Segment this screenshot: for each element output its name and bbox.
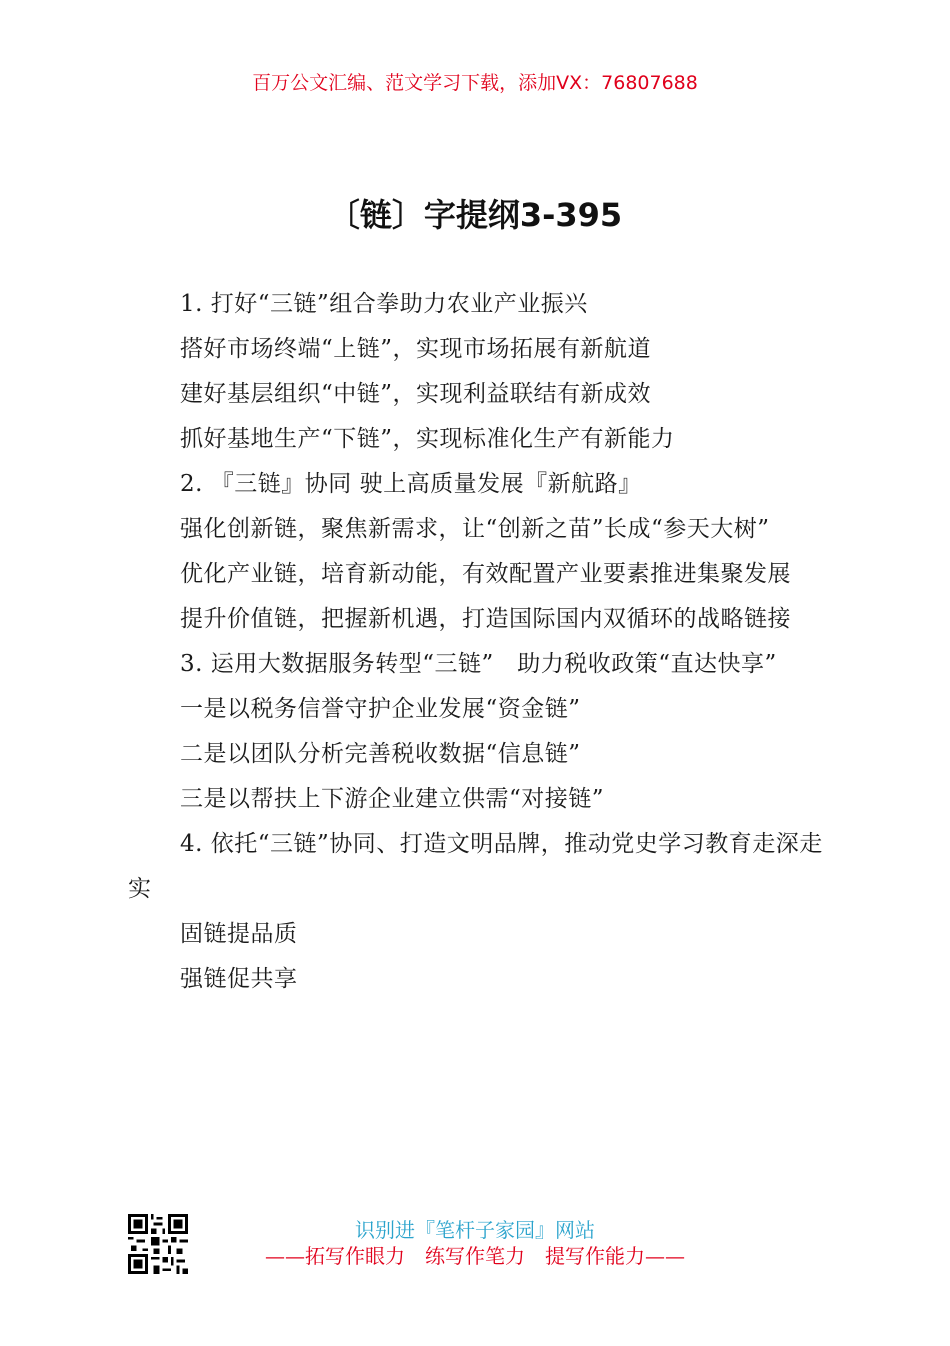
- header-banner: 百万公文汇编、范文学习下载，添加VX：76807688: [252, 72, 698, 94]
- footer-site-text: 识别进『笔杆子家园』网站: [355, 1218, 595, 1242]
- paragraph: 优化产业链，培育新动能，有效配置产业要素推进集聚发展: [180, 561, 791, 587]
- paragraph: 强链促共享: [180, 966, 298, 992]
- paragraph: 1. 打好“三链”组合拳助力农业产业振兴: [180, 291, 588, 317]
- document-body: [128, 282, 834, 1002]
- qr-code-icon: [128, 1214, 188, 1274]
- paragraph: 一是以税务信誉守护企业发展“资金链”: [180, 696, 581, 722]
- paragraph: 固链提品质: [180, 921, 298, 947]
- document-title: 〔链〕字提纲3-395: [327, 196, 623, 234]
- paragraph: 强化创新链，聚焦新需求，让“创新之苗”长成“参天大树”: [180, 516, 770, 542]
- paragraph: 三是以帮扶上下游企业建立供需“对接链”: [180, 786, 605, 812]
- footer-slogan: ——拓写作眼力 练写作笔力 提写作能力——: [265, 1244, 685, 1268]
- paragraph: 搭好市场终端“上链”，实现市场拓展有新航道: [180, 336, 652, 362]
- paragraph: 抓好基地生产“下链”，实现标准化生产有新能力: [180, 426, 675, 452]
- paragraph: 提升价值链，把握新机遇，打造国际国内双循环的战略链接: [180, 606, 791, 632]
- paragraph: 2. 『三链』协同 驶上高质量发展『新航路』: [180, 471, 642, 497]
- paragraph: 3. 运用大数据服务转型“三链” 助力税收政策“直达快享”: [180, 651, 777, 677]
- paragraph: 二是以团队分析完善税收数据“信息链”: [180, 741, 581, 767]
- paragraph: 建好基层组织“中链”，实现利益联结有新成效: [180, 381, 652, 407]
- paragraph: 4. 依托“三链”协同、打造文明品牌，推动党史学习教育走深走实: [128, 831, 823, 902]
